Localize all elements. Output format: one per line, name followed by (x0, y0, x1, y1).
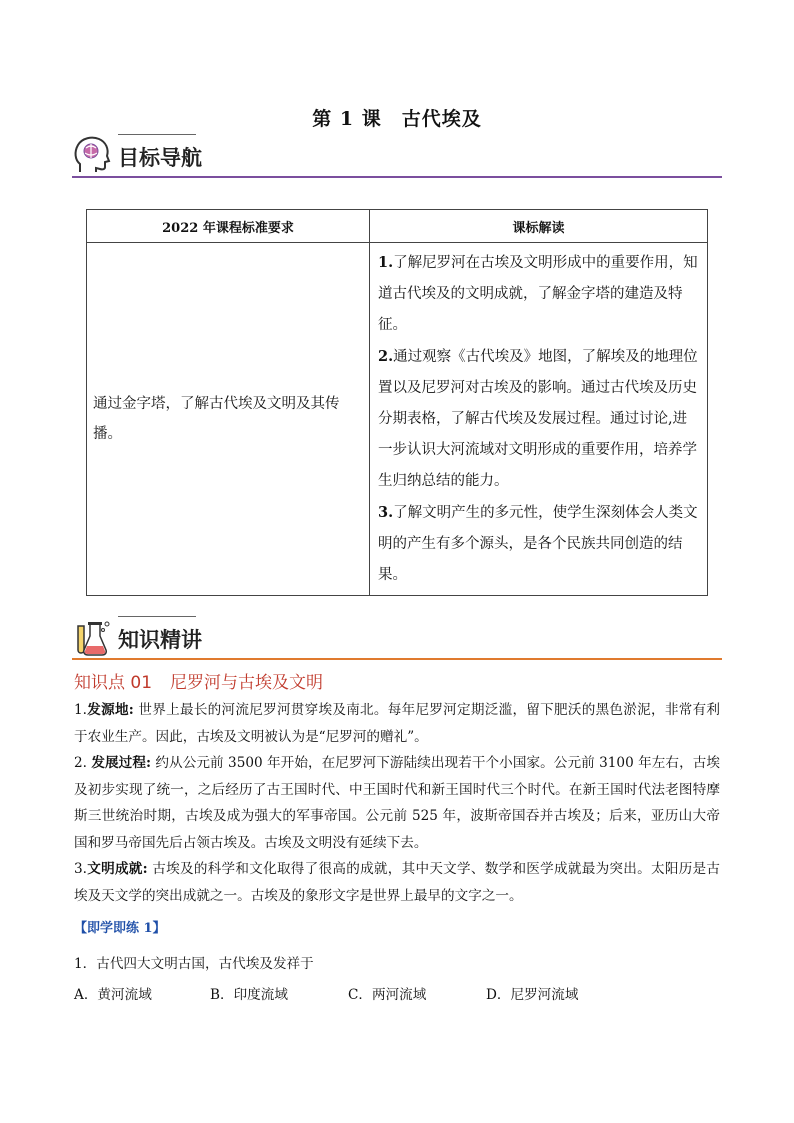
table-header-standard: 2022 年课程标准要求 (87, 210, 370, 243)
interpretation-item (378, 341, 699, 497)
section-header-goals (72, 134, 722, 178)
item-text: 通过观察《古代埃及》地图，了解埃及的地理位置以及尼罗河对古埃及的影响。通过古代埃及历史分期表格，了解古代埃及发展过程。通过讨论,进一步认识大河流域对文明形成的重要作用，培养学生归纳总结的能力。 (378, 349, 698, 489)
interpretation-item (378, 497, 699, 591)
header-top-line (118, 134, 196, 135)
item-number: 1. (378, 254, 394, 271)
item-text: 了解文明产生的多元性，使学生深刻体会人类文明的产生有多个源头，是各个民族共同创造的结果。 (378, 505, 698, 583)
knowledge-point-heading: 尼罗河与古埃及文明 (170, 673, 324, 693)
question-text: 1．古代四大文明古国，古代埃及发祥于 (74, 956, 314, 972)
knowledge-point-title (74, 668, 323, 693)
section-title-knowledge: 知识精讲 (118, 628, 202, 652)
paragraph-term: 发展过程: (91, 755, 151, 771)
paragraph-text: 古埃及的科学和文化取得了很高的成就，其中天文学、数学和医学成就最为突出。太阳历是古埃及天文学的突出成就之一。古埃及的象形文字是世界上最早的文字之一。 (74, 861, 720, 904)
interpretation-item (378, 247, 699, 341)
page-title: 第 1 课 古代埃及 (312, 108, 482, 130)
paragraph-term: 文明成就: (86, 861, 148, 877)
section-divider (72, 176, 722, 178)
option-c[interactable]: C．两河流域 (348, 987, 427, 1003)
item-number: 2. (378, 348, 394, 365)
table-row (87, 243, 708, 596)
table-header-row (87, 210, 708, 243)
section-title-goals: 目标导航 (118, 146, 202, 170)
table-header-interpretation: 课标解读 (370, 210, 708, 243)
paragraph-achievements (74, 856, 720, 909)
flask-icon (72, 616, 112, 658)
paragraph-text: 世界上最长的河流尼罗河贯穿埃及南北。每年尼罗河定期泛滥，留下肥沃的黑色淤泥，非常有利于农业生产。因此，古埃及文明被认为是“尼罗河的赠礼”。 (74, 702, 720, 745)
paragraph-number: 3. (74, 861, 87, 877)
option-b[interactable]: B．印度流域 (210, 987, 288, 1003)
item-text: 了解尼罗河在古埃及文明形成中的重要作用，知道古代埃及的文明成就，了解金字塔的建造及特征。 (378, 255, 698, 333)
header-top-line (118, 616, 196, 617)
item-number: 3. (378, 504, 394, 521)
paragraph-term: 发源地: (86, 702, 134, 718)
brain-head-icon (72, 134, 112, 176)
section-header-knowledge (72, 616, 722, 660)
practice-label: 【即学即练 1】 (74, 921, 166, 936)
paragraph-text: 约从公元前 3500 年开始，在尼罗河下游陆续出现若干个小国家。公元前 3100 年左右，古埃及初步实现了统一，之后经历了古王国时代、中王国时代和新王国时代三个时代。在新王国时代法老图特摩斯三世统治时期，古埃及成为强大的军事帝国。公元前 525 年，波斯帝国吞并古埃及；后来，亚历山大帝国和罗马帝国先后占领古埃及。古埃及文明没有延续下去。 (74, 755, 720, 851)
section-divider (72, 658, 722, 660)
paragraph-origin (74, 697, 720, 750)
knowledge-point-number: 知识点 01 (74, 673, 153, 693)
curriculum-standards-table (86, 209, 708, 596)
option-a[interactable]: A．黄河流域 (74, 987, 152, 1003)
paragraph-development (74, 750, 720, 856)
answer-options (74, 983, 634, 1005)
standard-cell: 通过金字塔，了解古代埃及文明及其传播。 (87, 243, 370, 596)
option-d[interactable]: D．尼罗河流域 (486, 987, 579, 1003)
paragraph-number: 2. (74, 755, 92, 771)
paragraph-number: 1. (74, 702, 87, 718)
interpretation-cell (370, 243, 708, 596)
